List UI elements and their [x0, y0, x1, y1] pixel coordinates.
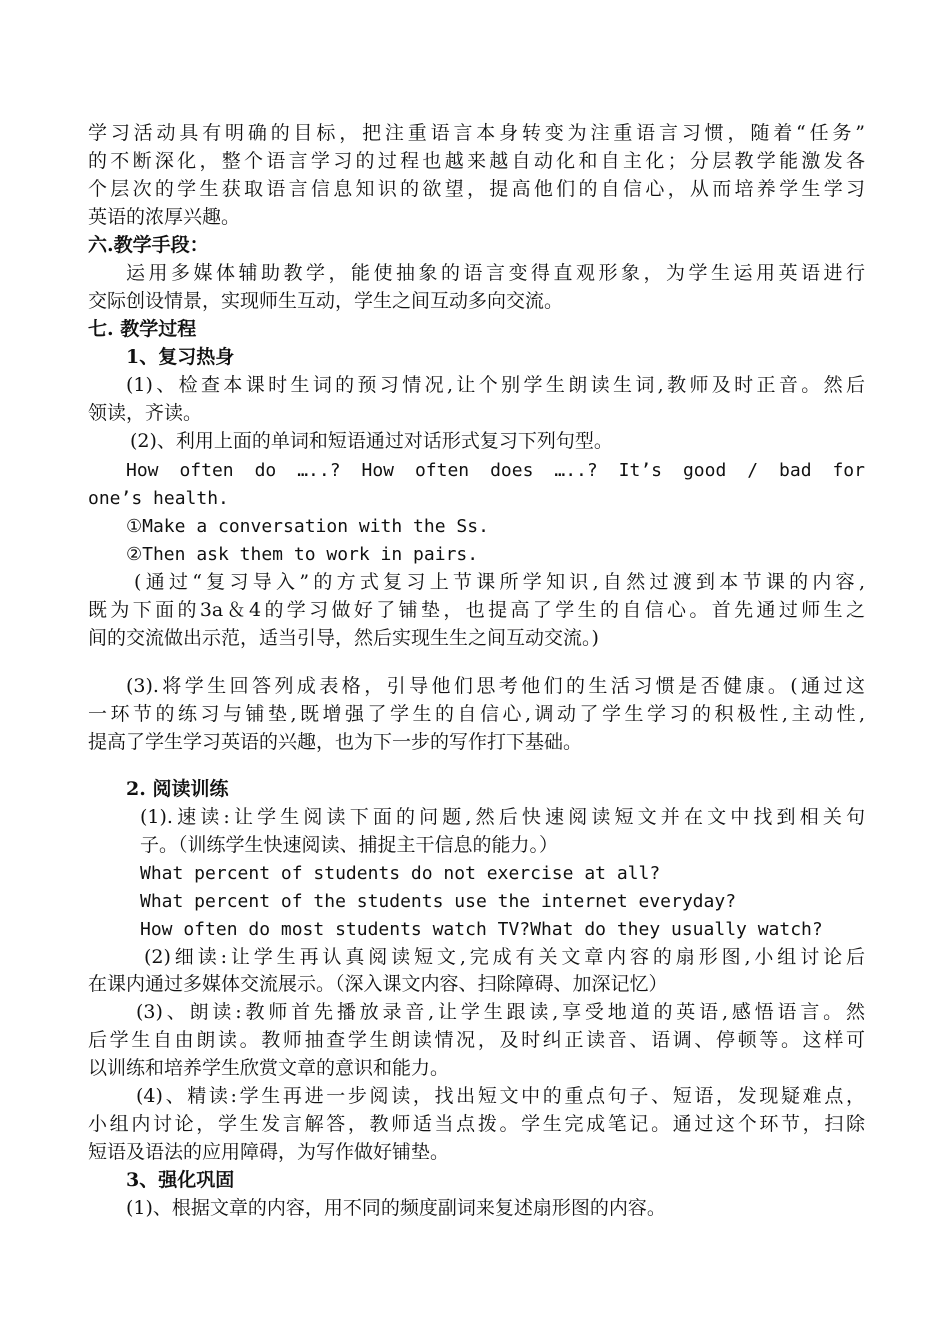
paragraph-line: 间的交流做出示范，适当引导，然后实现生生之间互动交流。): [88, 627, 599, 649]
paragraph-line: (2)、利用上面的单词和短语通过对话形式复习下列句型。: [130, 430, 613, 452]
paragraph-line: 学习活动具有明确的目标，把注重语言本身转变为注重语言习惯，随着“任务”: [88, 122, 865, 144]
paragraph-line: 短语及语法的应用障碍，为写作做好铺垫。: [88, 1141, 450, 1163]
paragraph-line: 一环节的练习与铺垫,既增强了学生的自信心,调动了学生学习的积极性,主动性,: [88, 703, 865, 725]
paragraph-line: 英语的浓厚兴趣。: [88, 206, 241, 228]
english-sentence-line: How often do …..? How often does …..? It’s good / bad for: [126, 460, 865, 481]
paragraph-line: 子。（训练学生快速阅读、捕捉主干信息的能力。）: [140, 834, 559, 856]
paragraph-line: 运用多媒体辅助教学，能使抽象的语言变得直观形象，为学生运用英语进行: [126, 262, 865, 284]
english-sentence-line: ②Then ask them to work in pairs.: [126, 544, 479, 565]
paragraph-line: (3)、朗读:教师首先播放录音,让学生跟读,享受地道的英语,感悟语言。然: [136, 1001, 865, 1023]
paragraph-line: 的不断深化，整个语言学习的过程也越来越自动化和自主化；分层教学能激发各: [88, 150, 865, 172]
paragraph-line: 提高了学生学习英语的兴趣，也为下一步的写作打下基础。: [88, 731, 583, 753]
section-heading: 六.教学手段：: [88, 234, 209, 256]
paragraph-line: (1).速读:让学生阅读下面的问题,然后快速阅读短文并在文中找到相关句: [140, 806, 865, 828]
paragraph-line: (1)、根据文章的内容，用不同的频度副词来复述扇形图的内容。: [126, 1197, 666, 1219]
paragraph-line: (通过“复习导入”的方式复习上节课所学知识,自然过渡到本节课的内容,: [134, 571, 865, 593]
paragraph-line: 交际创设情景，实现师生互动，学生之间互动多向交流。: [88, 290, 564, 312]
paragraph-line: (4)、精读:学生再进一步阅读，找出短文中的重点句子、短语，发现疑难点，: [136, 1085, 865, 1107]
subsection-heading: 2. 阅读训练: [126, 778, 229, 800]
question-line: What percent of the students use the internet everyday?: [140, 891, 737, 912]
paragraph-line: 领读，齐读。: [88, 402, 203, 424]
paragraph-line: 既为下面的3a＆4的学习做好了铺垫，也提高了学生的自信心。首先通过师生之: [88, 599, 865, 621]
paragraph-line: 个层次的学生获取语言信息知识的欲望，提高他们的自信心，从而培养学生学习: [88, 178, 865, 200]
paragraph-line: 小组内讨论，学生发言解答，教师适当点拨。学生完成笔记。通过这个环节，扫除: [88, 1113, 865, 1135]
paragraph-line: (1)、检查本课时生词的预习情况,让个别学生朗读生词,教师及时正音。然后: [126, 374, 865, 396]
paragraph-line: 以训练和培养学生欣赏文章的意识和能力。: [88, 1057, 450, 1079]
question-line: How often do most students watch TV?What do they usually watch?: [140, 919, 823, 940]
question-line: What percent of students do not exercise at all?: [140, 863, 661, 884]
section-heading: 七. 教学过程: [88, 318, 197, 340]
paragraph-line: (2)细读:让学生再认真阅读短文,完成有关文章内容的扇形图,小组讨论后: [144, 946, 865, 968]
paragraph-line: (3).将学生回答列成表格，引导他们思考他们的生活习惯是否健康。(通过这: [126, 675, 865, 697]
subsection-heading: 1、复习热身: [126, 346, 235, 368]
subsection-heading: 3、强化巩固: [126, 1169, 235, 1191]
english-sentence-line: one’s health.: [88, 488, 229, 509]
english-sentence-line: ①Make a conversation with the Ss.: [126, 516, 489, 537]
paragraph-line: 后学生自由朗读。教师抽查学生朗读情况，及时纠正读音、语调、停顿等。这样可: [88, 1029, 865, 1051]
paragraph-line: 在课内通过多媒体交流展示。（深入课文内容、扫除障碍、加深记忆）: [88, 973, 668, 995]
